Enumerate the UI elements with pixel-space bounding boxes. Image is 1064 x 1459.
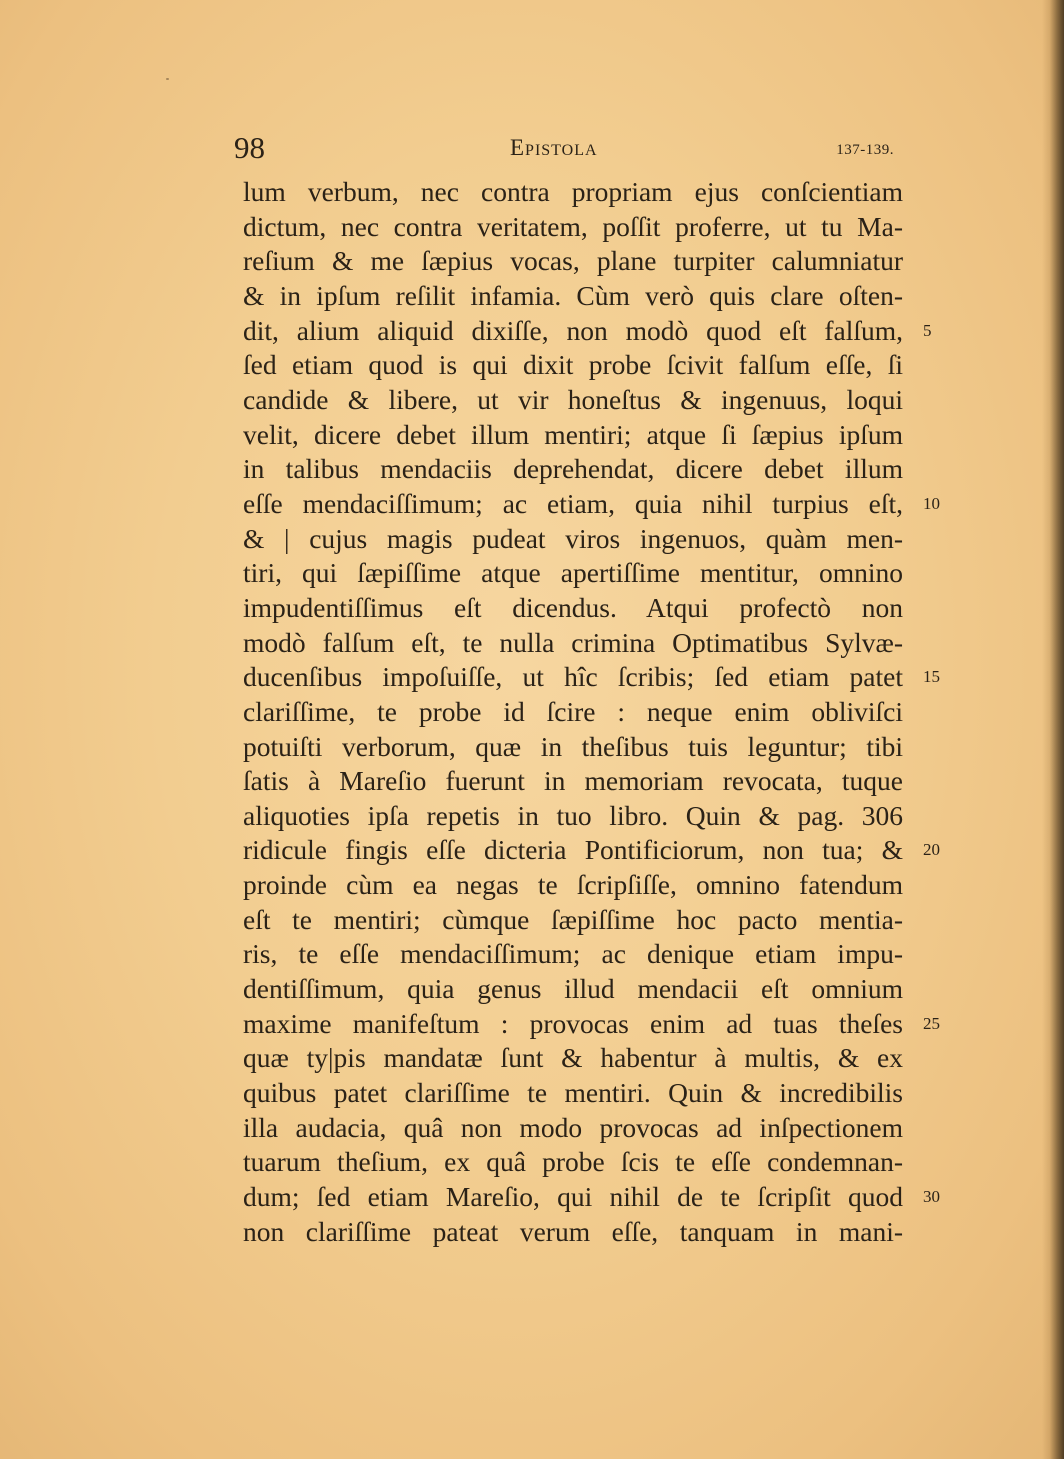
text-line: [243, 660, 940, 695]
text-line: [243, 1007, 940, 1042]
line-text: dum; ſed etiam Mareſio, qui nihil de te ſcripſit quod: [243, 1181, 903, 1213]
line-text: in talibus mendaciis deprehendat, dicere debet illum: [243, 453, 903, 485]
text-line: [243, 730, 903, 765]
text-line: [243, 626, 903, 661]
line-number: 30: [923, 1187, 940, 1207]
line-text: dentiſſimum, quia genus illud mendacii eſt omnium: [243, 973, 903, 1005]
text-line: [243, 383, 903, 418]
text-line: [243, 1145, 903, 1180]
text-line: [243, 1215, 903, 1250]
text-line: [243, 314, 932, 349]
text-line: [243, 418, 903, 453]
line-text: candide & libere, ut vir honeſtus & ingenuus, loqui: [243, 383, 903, 415]
line-number: 20: [923, 840, 940, 860]
text-line: [243, 487, 940, 522]
line-number: 10: [923, 493, 940, 513]
line-number: 15: [923, 667, 940, 687]
section-reference: 137-139.: [836, 142, 894, 158]
line-text: potuiſti verborum, quæ in theſibus tuis leguntur; tibi: [243, 730, 903, 762]
text-line: [243, 1180, 940, 1215]
running-title: Epistola: [510, 135, 598, 160]
text-line: [243, 868, 903, 903]
line-text: velit, dicere debet illum mentiri; atque ſi ſæpius ipſum: [243, 418, 903, 450]
text-line: [243, 937, 903, 972]
text-line: [243, 1111, 903, 1146]
text-line: [243, 1076, 903, 1111]
line-text: ſatis à Mareſio fuerunt in memoriam revocata, tuque: [243, 765, 903, 797]
line-text: aliquoties ipſa repetis in tuo libro. Quin & pag. 306: [243, 799, 903, 831]
line-text: non clariſſime pateat verum eſſe, tanquam in mani-: [243, 1215, 903, 1247]
page-number: 98: [234, 130, 265, 165]
paper-speck: [166, 78, 169, 80]
text-line: [243, 764, 903, 799]
line-text: dit, alium aliquid dixiſſe, non modò quod eſt falſum,: [243, 314, 903, 346]
line-text: ducenſibus impoſuiſſe, ut hîc ſcribis; ſed etiam patet: [243, 661, 903, 693]
text-line: [243, 695, 903, 730]
line-text: quibus patet clariſſime te mentiri. Quin & incredibilis: [243, 1077, 903, 1109]
line-text: eſt te mentiri; cùmque ſæpiſſime hoc pacto mentia-: [243, 903, 903, 935]
text-line: [243, 175, 903, 210]
line-text: eſſe mendaciſſimum; ac etiam, quia nihil turpius eſt,: [243, 487, 903, 519]
text-line: [243, 556, 903, 591]
text-line: [243, 210, 903, 245]
line-text: modò falſum eſt, te nulla crimina Optimatibus Sylvæ-: [243, 626, 903, 658]
line-text: reſium & me ſæpius vocas, plane turpiter calumniatur: [243, 245, 903, 277]
text-line: [243, 452, 903, 487]
text-line: [243, 1041, 903, 1076]
text-line: [243, 348, 903, 383]
text-line: [243, 244, 903, 279]
page-header: [234, 128, 894, 168]
text-line: [243, 833, 940, 868]
line-text: maxime manifeſtum : provocas enim ad tuas theſes: [243, 1007, 903, 1039]
text-line: [243, 279, 903, 314]
text-line: [243, 591, 903, 626]
body-text: [243, 175, 940, 1249]
line-text: tiri, qui ſæpiſſime atque apertiſſime mentitur, omnino: [243, 557, 903, 589]
line-number: 5: [923, 320, 932, 340]
line-text: impudentiſſimus eſt dicendus. Atqui profectò non: [243, 591, 903, 623]
line-text: ſed etiam quod is qui dixit probe ſcivit falſum eſſe, ſi: [243, 349, 903, 381]
text-line: [243, 972, 903, 1007]
line-text: proinde cùm ea negas te ſcripſiſſe, omnino fatendum: [243, 869, 903, 901]
line-text: quæ ty|pis mandatæ ſunt & habentur à multis, & ex: [243, 1042, 903, 1074]
line-number: 25: [923, 1013, 940, 1033]
line-text: dictum, nec contra veritatem, poſſit proferre, ut tu Ma-: [243, 210, 903, 242]
line-text: & in ipſum reſilit infamia. Cùm verò quis clare oſten-: [243, 279, 903, 311]
text-line: [243, 799, 903, 834]
text-line: [243, 903, 903, 938]
line-text: & | cujus magis pudeat viros ingenuos, quàm men-: [243, 522, 903, 554]
line-text: lum verbum, nec contra propriam ejus conſcientiam: [243, 176, 903, 207]
line-text: clariſſime, te probe id ſcire : neque enim obliviſci: [243, 695, 903, 727]
line-text: illa audacia, quâ non modo provocas ad inſpectionem: [243, 1111, 903, 1143]
text-line: [243, 522, 903, 557]
line-text: ridicule fingis eſſe dicteria Pontificiorum, non tua; &: [243, 834, 903, 866]
line-text: tuarum theſium, ex quâ probe ſcis te eſſe condemnan-: [243, 1146, 903, 1178]
line-text: ris, te eſſe mendaciſſimum; ac denique etiam impu-: [243, 938, 903, 970]
page-edge-shadow: [1042, 0, 1064, 1459]
